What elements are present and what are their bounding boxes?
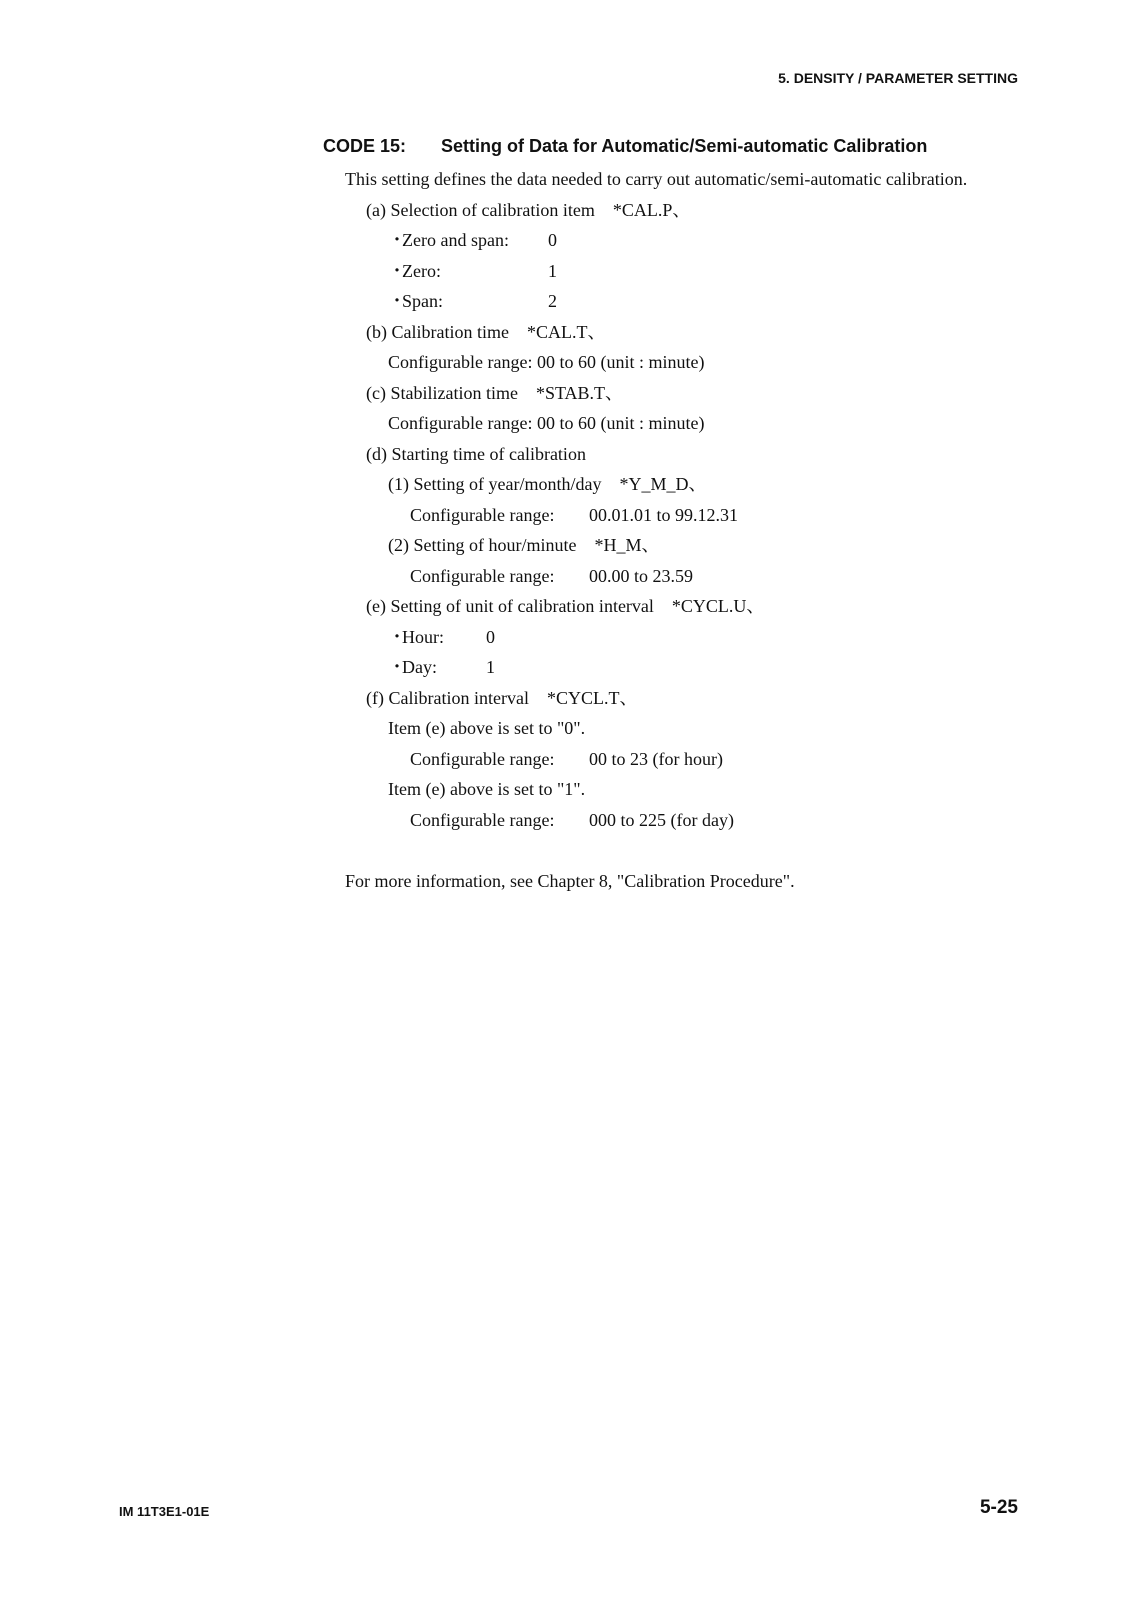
- range-label: Configurable range:: [410, 809, 555, 830]
- item-e-option: [345, 652, 967, 683]
- item-d1-range: [345, 500, 967, 531]
- code-body: [345, 164, 967, 896]
- document-id: IM 11T3E1-01E: [119, 1504, 210, 1519]
- item-f-case1-range: [345, 805, 967, 836]
- bullet-mark: ・: [388, 626, 406, 647]
- range-label: Configurable range:: [410, 565, 555, 586]
- bullet-mark: ・: [388, 657, 406, 677]
- item-e-heading: (e) Setting of unit of calibration interval *CYCL.U、: [366, 596, 765, 616]
- option-value: 0: [548, 230, 557, 250]
- more-info-text: For more information, see Chapter 8, "Calibration Procedure".: [345, 870, 795, 891]
- item-d2-heading: (2) Setting of hour/minute *H_M、: [388, 535, 660, 555]
- page-number: 5-25: [979, 1497, 1018, 1518]
- section-header: 5. DENSITY / PARAMETER SETTING: [778, 70, 1018, 86]
- bullet-mark: ・: [388, 230, 406, 250]
- item-f-case0: Item (e) above is set to "0".: [388, 718, 586, 738]
- item-f-heading: (f) Calibration interval *CYCL.T、: [366, 687, 638, 708]
- option-value: 0: [486, 626, 495, 647]
- item-a-heading: (a) Selection of calibration item *CAL.P、: [366, 199, 691, 220]
- option-label: Day:: [402, 657, 437, 677]
- intro-text: This setting defines the data needed to carry out automatic/semi-automatic calibration.: [345, 169, 968, 189]
- item-c-range: Configurable range: 00 to 60 (unit : minute): [388, 413, 705, 433]
- item-f-case1: Item (e) above is set to "1".: [388, 779, 586, 799]
- item-b-range: Configurable range: 00 to 60 (unit : minute): [388, 352, 705, 372]
- bullet-mark: ・: [388, 260, 406, 281]
- option-value: 1: [486, 657, 495, 677]
- item-d1-heading: (1) Setting of year/month/day *Y_M_D、: [388, 474, 707, 494]
- item-c-heading: (c) Stabilization time *STAB.T、: [366, 382, 624, 403]
- bullet-mark: ・: [388, 291, 406, 311]
- code-number: CODE 15:: [323, 136, 407, 156]
- range-label: Configurable range:: [410, 748, 555, 769]
- item-d2-range: [345, 561, 967, 592]
- code-title-text: Setting of Data for Automatic/Semi-automatic Calibration: [441, 136, 928, 156]
- option-label: Zero and span:: [402, 230, 509, 250]
- range-value: 00 to 23 (for hour): [589, 748, 723, 769]
- option-label: Hour:: [402, 626, 444, 647]
- code-title: [323, 136, 927, 157]
- range-value: 000 to 225 (for day): [589, 809, 734, 830]
- option-label: Span:: [402, 291, 444, 311]
- item-b-heading: (b) Calibration time *CAL.T、: [366, 321, 606, 342]
- item-d-heading: (d) Starting time of calibration: [366, 443, 586, 464]
- spacer: [345, 835, 967, 866]
- item-a-option: [345, 256, 967, 287]
- option-label: Zero:: [402, 260, 441, 281]
- range-value: 00.01.01 to 99.12.31: [589, 504, 739, 525]
- range-label: Configurable range:: [410, 504, 555, 525]
- range-value: 00.00 to 23.59: [589, 565, 694, 586]
- item-f-case0-range: [345, 744, 967, 775]
- option-value: 1: [548, 260, 557, 281]
- item-e-option: [345, 622, 967, 653]
- option-value: 2: [548, 291, 557, 311]
- item-a-option: [345, 225, 967, 256]
- item-a-option: [345, 286, 967, 317]
